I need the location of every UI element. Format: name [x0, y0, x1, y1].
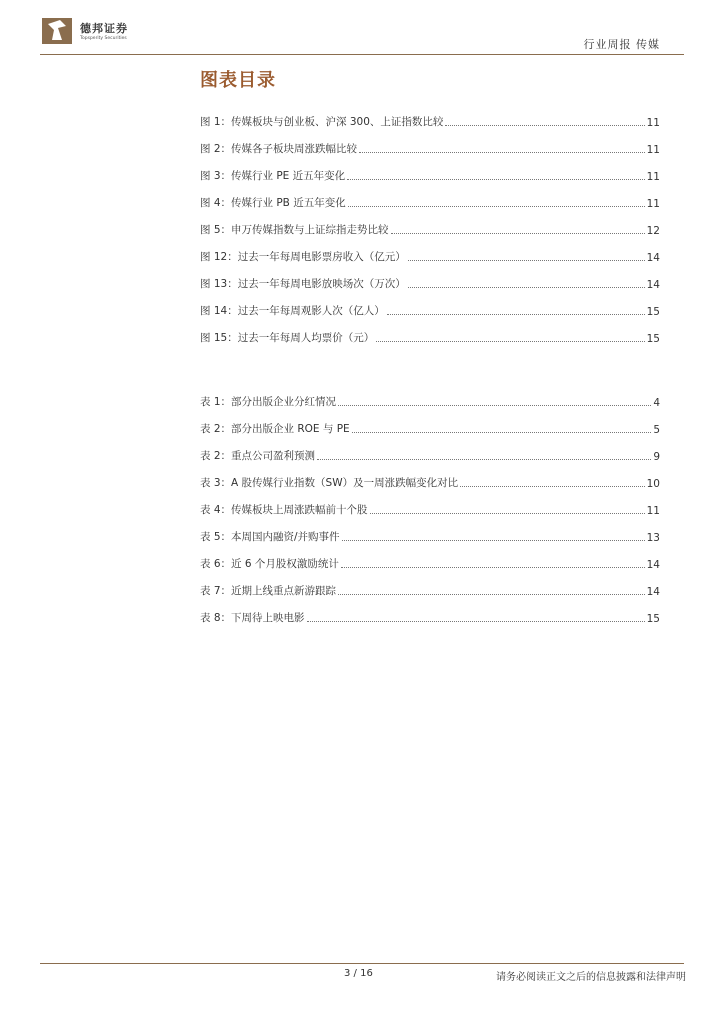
toc-entry-figure-1[interactable]: [200, 102, 660, 129]
toc-entry-figure-2[interactable]: [200, 129, 660, 156]
entry-page: 14: [646, 279, 660, 291]
entry-label: 表 1：部分出版企业分红情况: [200, 396, 337, 408]
entry-page: 11: [646, 171, 660, 183]
entry-page: 15: [646, 333, 660, 345]
entry-label: 图 14：过去一年每周观影人次（亿人）: [200, 305, 385, 317]
entry-page: 11: [646, 505, 660, 517]
entry-label: 图 3：传媒行业 PE 近五年变化: [200, 170, 346, 182]
dot-leader: [460, 485, 645, 487]
entry-label: 表 2：重点公司盈利预测: [200, 450, 316, 462]
dot-leader: [445, 124, 644, 126]
toc-entry-table-4[interactable]: [200, 490, 660, 517]
dot-leader: [359, 151, 645, 153]
dot-leader: [341, 566, 645, 568]
toc-entry-figure-3[interactable]: [200, 156, 660, 183]
toc-entry-table-5[interactable]: [200, 517, 660, 544]
entry-page: 9: [653, 451, 660, 463]
dot-leader: [391, 232, 645, 234]
dot-leader: [408, 259, 645, 261]
brand-name: 德邦证券: [80, 22, 128, 35]
entry-page: 4: [653, 397, 660, 409]
entry-page: 14: [646, 559, 660, 571]
toc-entry-table-1[interactable]: [200, 382, 660, 409]
toc-entry-figure-13[interactable]: [200, 264, 660, 291]
entry-label: 表 8：下周待上映电影: [200, 612, 305, 624]
toc-entry-table-2a[interactable]: [200, 409, 660, 436]
report-title: 行业周报 传媒: [583, 38, 660, 51]
entry-page: 15: [646, 306, 660, 318]
toc-entry-figure-5[interactable]: [200, 210, 660, 237]
footer-divider: [40, 963, 684, 964]
entry-label: 表 3：A 股传媒行业指数（SW）及一周涨跌幅变化对比: [200, 477, 459, 489]
entry-label: 表 2：部分出版企业 ROE 与 PE: [200, 423, 350, 435]
brand-name-en: Topsperity Securities: [80, 36, 127, 41]
entry-page: 15: [646, 613, 660, 625]
dot-leader: [307, 620, 645, 622]
toc-heading: 图表目录: [200, 70, 276, 91]
entry-label: 图 12：过去一年每周电影票房收入（亿元）: [200, 251, 406, 263]
entry-page: 14: [646, 252, 660, 264]
logo-mark-icon: [40, 14, 74, 48]
entry-label: 表 5：本周国内融资/并购事件: [200, 531, 340, 543]
entry-label: 图 15：过去一年每周人均票价（元）: [200, 332, 375, 344]
entry-label: 图 13：过去一年每周电影放映场次（万次）: [200, 278, 406, 290]
dot-leader: [347, 178, 644, 180]
dot-leader: [338, 593, 645, 595]
page-number: 3 / 16: [344, 968, 373, 979]
figure-list: [200, 102, 660, 345]
entry-label: 表 7：近期上线重点新游跟踪: [200, 585, 337, 597]
toc-entry-table-6[interactable]: [200, 544, 660, 571]
dot-leader: [370, 512, 645, 514]
company-logo: [40, 14, 160, 50]
entry-page: 5: [653, 424, 660, 436]
dot-leader: [408, 286, 645, 288]
toc-entry-table-7[interactable]: [200, 571, 660, 598]
legal-disclaimer: 请务必阅读正文之后的信息披露和法律声明: [496, 972, 686, 983]
toc-entry-figure-4[interactable]: [200, 183, 660, 210]
entry-page: 11: [646, 117, 660, 129]
entry-page: 11: [646, 144, 660, 156]
entry-page: 11: [646, 198, 660, 210]
entry-page: 12: [646, 225, 660, 237]
toc-entry-table-3[interactable]: [200, 463, 660, 490]
toc-entry-figure-15[interactable]: [200, 318, 660, 345]
entry-label: 表 4：传媒板块上周涨跌幅前十个股: [200, 504, 368, 516]
dot-leader: [342, 539, 645, 541]
entry-label: 图 4：传媒行业 PB 近五年变化: [200, 197, 346, 209]
dot-leader: [338, 404, 651, 406]
entry-page: 10: [646, 478, 660, 490]
entry-label: 图 2：传媒各子板块周涨跌幅比较: [200, 143, 358, 155]
entry-label: 图 5：申万传媒指数与上证综指走势比较: [200, 224, 389, 236]
toc-entry-table-8[interactable]: [200, 598, 660, 625]
dot-leader: [376, 340, 644, 342]
toc-entry-figure-12[interactable]: [200, 237, 660, 264]
toc-entry-figure-14[interactable]: [200, 291, 660, 318]
dot-leader: [352, 431, 652, 433]
toc-entry-table-2b[interactable]: [200, 436, 660, 463]
dot-leader: [348, 205, 645, 207]
entry-label: 图 1：传媒板块与创业板、沪深 300、上证指数比较: [200, 116, 444, 128]
dot-leader: [387, 313, 645, 315]
entry-label: 表 6：近 6 个月股权激励统计: [200, 558, 339, 570]
dot-leader: [317, 458, 651, 460]
header-divider: [40, 54, 684, 55]
table-list: [200, 382, 660, 625]
entry-page: 14: [646, 586, 660, 598]
entry-page: 13: [646, 532, 660, 544]
